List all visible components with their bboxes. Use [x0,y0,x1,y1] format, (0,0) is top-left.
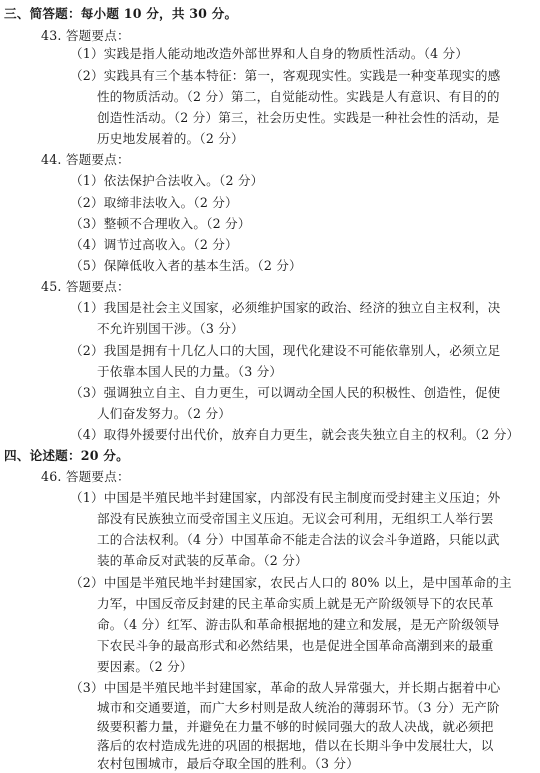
q43-line: 历史地发展着的。（2 分） [97,131,244,146]
q46-line: 要因素。（2 分） [97,659,193,674]
q44-line: （5）保障低收入者的基本生活。（2 分） [70,258,302,273]
q43-line: （1）实践是指人能动地改造外部世界和人自身的物质性活动。（4 分） [70,46,469,61]
q45-line: 于依靠本国人民的力量。（3 分） [97,364,283,379]
q46-line: 命。（4 分）红军、游击队和革命根据地的建立和发展，是无产阶级领导 [97,617,500,632]
q45-heading: 45. 答题要点： [41,279,130,294]
q45-line: （2）我国是拥有十几亿人口的大国，现代化建设不可能依靠别人，必须立足 [70,343,501,358]
q46-line: （3）中国是半殖民地半封建国家，革命的敌人异常强大，并长期占据着中心 [70,680,501,695]
q46-heading: 46. 答题要点： [41,469,130,484]
q44-line: （3）整顿不合理收入。（2 分） [70,216,251,231]
q46-line: （2）中国是半殖民地半封建国家，农民占人口的 80% 以上，是中国革命的主 [70,575,512,590]
q46-line: 下农民斗争的最高形式和必然结果，也是促进全国革命高潮到来的最重 [97,638,494,653]
q45-line: （4）取得外援要付出代价，放弃自力更生，就会丧失独立自主的权利。（2 分） [70,427,520,442]
q43-heading: 43. 答题要点： [41,28,130,43]
q46-line: 工的合法权利。（4 分）中国革命不能走合法的议会斗争道路，只能以武 [97,532,500,547]
q44-line: （2）取缔非法收入。（2 分） [70,195,238,210]
q43-line: 创造性活动。（2 分）第三，社会历史性。实践是一种社会性的活动，是 [97,110,500,125]
q44-line: （4）调节过高收入。（2 分） [70,237,238,252]
q46-line: 城市和交通要道，而广大乡村则是敌人统治的薄弱环节。（3 分）无产阶 [97,700,500,715]
section-title-essay: 四、论述题：20 分。 [4,448,129,463]
q45-line: （3）强调独立自主、自力更生，可以调动全国人民的积极性、创造性，促使 [70,385,501,400]
q45-line: 不允许别国干涉。（3 分） [97,321,244,336]
q46-line: （1）中国是半殖民地半封建国家，内部没有民主制度而受封建主义压迫；外 [70,490,501,505]
q46-line: 装的革命反对武装的反革命。（2 分） [97,553,308,568]
q44-line: （1）依法保护合法收入。（2 分） [70,173,264,188]
q43-line: （2）实践具有三个基本特征：第一，客观现实性。实践是一种变革现实的感 [70,68,501,83]
q46-line: 力军，中国反帝反封建的民主革命实质上就是无产阶级领导下的农民革 [97,596,494,611]
q45-line: 人们奋发努力。（2 分） [97,406,232,421]
q43-line: 性的物质活动。（2 分）第二，自觉能动性。实践是人有意识、有目的的 [97,89,500,104]
q46-line: 级要积蓄力量，并避免在力量不够的时候同强大的敌人决战，就必须把 [97,719,494,734]
section-title-short-answer: 三、简答题：每小题 10 分，共 30 分。 [4,6,238,21]
q46-line: 部没有民族独立而受帝国主义压迫。无议会可利用，无组织工人举行罢 [97,511,494,526]
q44-heading: 44. 答题要点： [41,152,130,167]
q46-line: 农村包围城市，最后夺取全国的胜利。（3 分） [97,756,359,771]
q45-line: （1）我国是社会主义国家，必须维护国家的政治、经济的独立自主权利，决 [70,300,501,315]
q46-line: 落后的农村造成先进的巩固的根据地，借以在长期斗争中发展壮大，以 [97,738,494,753]
